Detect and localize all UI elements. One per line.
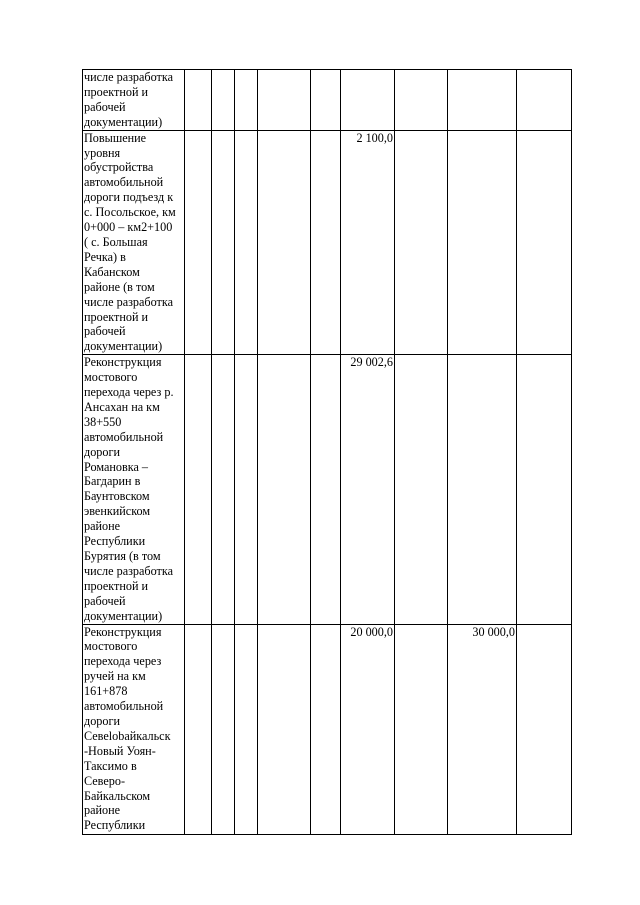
value-cell xyxy=(517,70,572,131)
value-cell xyxy=(185,70,212,131)
value-cell xyxy=(341,70,395,131)
value-cell xyxy=(517,355,572,624)
value-cell xyxy=(448,130,517,355)
table-row xyxy=(83,70,572,131)
value-cell xyxy=(258,130,311,355)
value-cell xyxy=(311,355,341,624)
row-name-cell: числе разработка проектной и рабочей документации) xyxy=(83,70,185,131)
table-row xyxy=(83,355,572,624)
value-cell xyxy=(235,355,258,624)
row-name-cell: Реконструкция мостового перехода через ручей на км 161+878 автомобильной дороги Севеlobайкальск -Новый Уоян- Таксимо в Северо- Байкальском районе Республики xyxy=(83,624,185,834)
value-cell xyxy=(448,355,517,624)
value-cell xyxy=(517,624,572,834)
value-cell xyxy=(185,355,212,624)
value-cell xyxy=(258,624,311,834)
value-cell xyxy=(212,355,235,624)
value-cell xyxy=(395,70,448,131)
budget-table xyxy=(82,69,572,835)
value-cell xyxy=(235,624,258,834)
value-cell xyxy=(235,130,258,355)
value-cell: 2 100,0 xyxy=(341,130,395,355)
row-name-cell: Повышение уровня обустройства автомобильной дороги подъезд к с. Посольское, км 0+000 – км2+100 ( с. Большая Речка) в Кабанском районе (в том числе разработка проектной и рабочей документации) xyxy=(83,130,185,355)
value-cell: 20 000,0 xyxy=(341,624,395,834)
value-cell xyxy=(235,70,258,131)
value-cell xyxy=(258,70,311,131)
value-cell xyxy=(258,355,311,624)
value-cell: 29 002,6 xyxy=(341,355,395,624)
value-cell xyxy=(311,70,341,131)
value-cell xyxy=(395,624,448,834)
value-cell xyxy=(517,130,572,355)
value-cell xyxy=(395,355,448,624)
value-cell xyxy=(448,70,517,131)
row-name-cell: Реконструкция мостового перехода через р. Ансахан на км 38+550 автомобильной дороги Романовка – Багдарин в Баунтовском эвенкийском районе Республики Бурятия (в том числе разработка проектной и рабочей документации) xyxy=(83,355,185,624)
value-cell xyxy=(311,624,341,834)
value-cell xyxy=(212,70,235,131)
value-cell xyxy=(212,130,235,355)
value-cell xyxy=(185,624,212,834)
value-cell xyxy=(185,130,212,355)
table-row xyxy=(83,624,572,834)
value-cell xyxy=(395,130,448,355)
value-cell: 30 000,0 xyxy=(448,624,517,834)
value-cell xyxy=(311,130,341,355)
value-cell xyxy=(212,624,235,834)
table-row xyxy=(83,130,572,355)
